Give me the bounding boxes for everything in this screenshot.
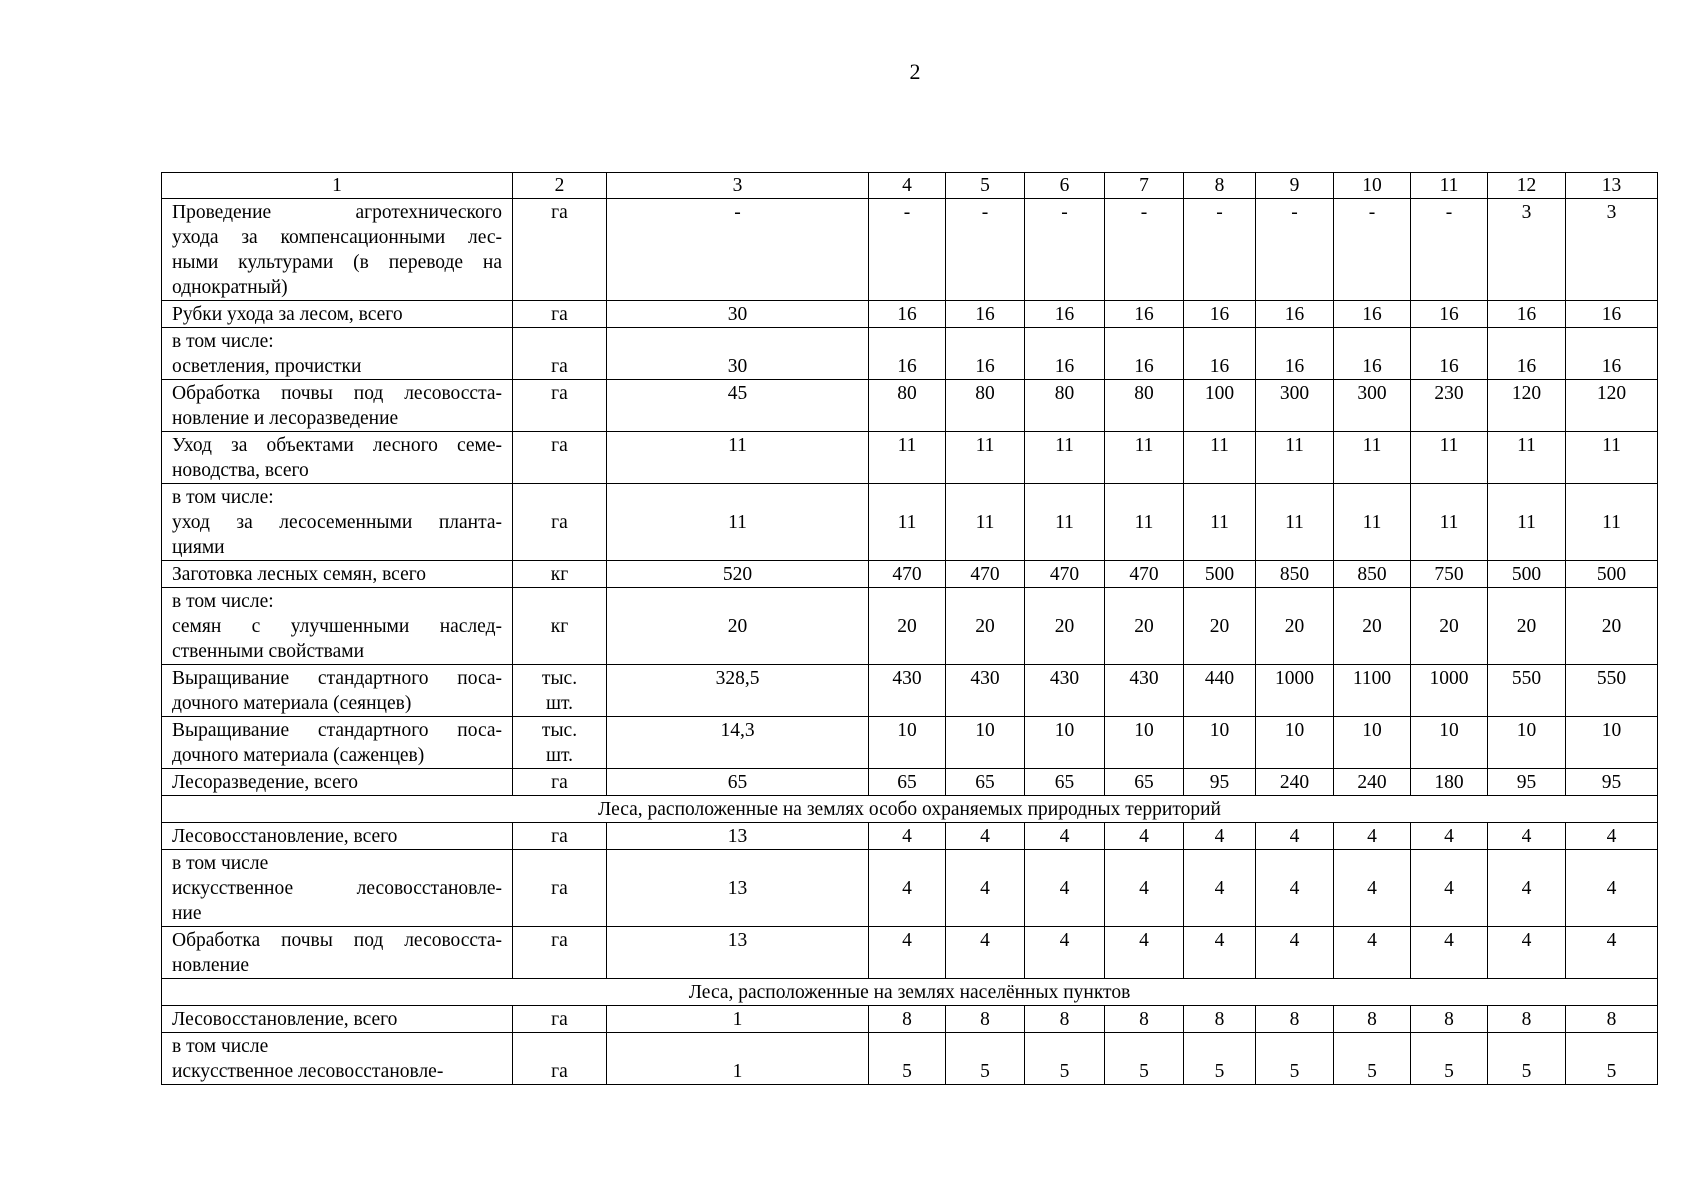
row-value: 16 — [946, 328, 1025, 380]
row-value: 16 — [869, 328, 946, 380]
row-value: 20 — [1566, 588, 1658, 665]
row-name-line: Лесовосстановление, всего — [172, 826, 398, 847]
row-value: 8 — [1566, 1006, 1658, 1033]
row-name-line: ние — [172, 903, 202, 924]
table-row — [162, 769, 1658, 796]
row-value: 470 — [869, 561, 946, 588]
row-name-line: искусственное лесовосстановле- — [172, 1061, 444, 1082]
row-name-line: ухода за компенсационными лес- — [172, 227, 502, 248]
row-value: 95 — [1488, 769, 1566, 796]
row-unit-line: шт. — [546, 745, 573, 766]
row-value: 4 — [1025, 823, 1105, 850]
row-value: 20 — [946, 588, 1025, 665]
table-row — [162, 199, 1658, 301]
row-value: 5 — [869, 1033, 946, 1085]
row-value: 5 — [1488, 1033, 1566, 1085]
row-value: 10 — [1025, 717, 1105, 769]
row-value: 5 — [946, 1033, 1025, 1085]
row-value: 10 — [1256, 717, 1334, 769]
row-value: 850 — [1256, 561, 1334, 588]
row-value: - — [1334, 199, 1411, 301]
row-value: 16 — [1025, 301, 1105, 328]
row-value: 4 — [946, 850, 1025, 927]
row-value: 11 — [1025, 484, 1105, 561]
row-value: 20 — [869, 588, 946, 665]
row-value: 16 — [1025, 328, 1105, 380]
row-value: 8 — [1184, 1006, 1256, 1033]
row-unit: га — [513, 1006, 607, 1033]
row-name-line: осветления, прочистки — [172, 356, 362, 377]
row-value: 4 — [1105, 823, 1184, 850]
row-unit-line: шт. — [546, 693, 573, 714]
row-value: - — [869, 199, 946, 301]
row-value: 16 — [1411, 328, 1488, 380]
row-value: 11 — [1334, 484, 1411, 561]
row-value: 240 — [1256, 769, 1334, 796]
table-row — [162, 432, 1658, 484]
row-value: 10 — [1411, 717, 1488, 769]
row-name — [162, 717, 513, 769]
row-name — [162, 850, 513, 927]
row-value: 4 — [1184, 927, 1256, 979]
row-value: 5 — [1025, 1033, 1105, 1085]
row-value: 10 — [1566, 717, 1658, 769]
row-name-line: в том числе: — [172, 487, 274, 508]
row-name-line: Лесовосстановление, всего — [172, 1009, 398, 1030]
row-unit: га — [513, 927, 607, 979]
row-value: 10 — [946, 717, 1025, 769]
table-row — [162, 328, 1658, 380]
row-value: 4 — [1184, 850, 1256, 927]
row-name-line: Проведение агротехнического — [172, 202, 502, 223]
table-row — [162, 1006, 1658, 1033]
table-row — [162, 717, 1658, 769]
row-unit: га — [513, 380, 607, 432]
row-value: 1 — [607, 1033, 869, 1085]
row-value: 10 — [1488, 717, 1566, 769]
row-value: 11 — [869, 432, 946, 484]
row-value: 20 — [1488, 588, 1566, 665]
row-name-line: дочного материала (саженцев) — [172, 745, 425, 766]
row-name-line: Выращивание стандартного поса- — [172, 668, 502, 689]
table-row — [162, 927, 1658, 979]
row-value: 16 — [1488, 301, 1566, 328]
row-value: 80 — [1025, 380, 1105, 432]
row-value: - — [1105, 199, 1184, 301]
row-value: 65 — [946, 769, 1025, 796]
row-name-line: в том числе: — [172, 331, 274, 352]
row-name-line: в том числе: — [172, 591, 274, 612]
row-unit: га — [513, 432, 607, 484]
row-value: - — [607, 199, 869, 301]
row-name — [162, 665, 513, 717]
row-value: 16 — [1256, 301, 1334, 328]
column-number: 12 — [1488, 173, 1566, 199]
row-value: 750 — [1411, 561, 1488, 588]
row-value: 4 — [1105, 927, 1184, 979]
column-number: 3 — [607, 173, 869, 199]
row-value: 4 — [1025, 850, 1105, 927]
row-unit: кг — [513, 561, 607, 588]
row-value: 5 — [1105, 1033, 1184, 1085]
row-value: 470 — [1025, 561, 1105, 588]
column-number: 4 — [869, 173, 946, 199]
row-value: 3 — [1488, 199, 1566, 301]
row-name — [162, 432, 513, 484]
row-value: 11 — [1411, 484, 1488, 561]
row-value: 80 — [869, 380, 946, 432]
row-name — [162, 927, 513, 979]
row-value: 20 — [1184, 588, 1256, 665]
row-value: 11 — [1184, 432, 1256, 484]
row-unit: кг — [513, 588, 607, 665]
row-name — [162, 380, 513, 432]
row-name-line: однократный) — [172, 277, 288, 298]
row-value: 1100 — [1334, 665, 1411, 717]
row-unit — [513, 665, 607, 717]
row-name-line: ными культурами (в переводе на — [172, 252, 502, 273]
row-value: 16 — [1334, 301, 1411, 328]
row-value: 300 — [1334, 380, 1411, 432]
table-row — [162, 380, 1658, 432]
row-value: 20 — [1105, 588, 1184, 665]
row-value: 430 — [869, 665, 946, 717]
row-name — [162, 199, 513, 301]
table-row — [162, 588, 1658, 665]
row-value: 11 — [1105, 484, 1184, 561]
table-row — [162, 823, 1658, 850]
row-value: 11 — [1566, 432, 1658, 484]
row-value: 11 — [607, 432, 869, 484]
row-name — [162, 769, 513, 796]
row-value: 95 — [1566, 769, 1658, 796]
row-name — [162, 588, 513, 665]
section-row — [162, 979, 1658, 1006]
row-value: 16 — [1184, 301, 1256, 328]
row-name — [162, 328, 513, 380]
table-row — [162, 850, 1658, 927]
section-row — [162, 796, 1658, 823]
row-unit: га — [513, 850, 607, 927]
row-unit: га — [513, 199, 607, 301]
row-name-line: искусственное лесовосстановле- — [172, 878, 502, 899]
section-title: Леса, расположенные на землях населённых пунктов — [162, 979, 1658, 1006]
row-name — [162, 1033, 513, 1085]
column-number: 13 — [1566, 173, 1658, 199]
row-name — [162, 484, 513, 561]
header-row — [162, 173, 1658, 199]
row-value: 8 — [1105, 1006, 1184, 1033]
row-value: 45 — [607, 380, 869, 432]
row-value: 4 — [1256, 927, 1334, 979]
row-value: - — [1411, 199, 1488, 301]
row-value: 65 — [1105, 769, 1184, 796]
row-unit: га — [513, 484, 607, 561]
row-value: 11 — [607, 484, 869, 561]
row-value: 5 — [1256, 1033, 1334, 1085]
row-value: 4 — [869, 927, 946, 979]
row-unit-line: тыс. — [541, 720, 578, 741]
row-name-line: новодства, всего — [172, 460, 309, 481]
row-value: 16 — [1105, 328, 1184, 380]
row-value: 100 — [1184, 380, 1256, 432]
row-value: 4 — [1411, 850, 1488, 927]
row-value: 4 — [1025, 927, 1105, 979]
table-row — [162, 484, 1658, 561]
row-value: 8 — [869, 1006, 946, 1033]
row-value: 11 — [1488, 484, 1566, 561]
row-value: 4 — [1334, 927, 1411, 979]
row-name-line: Заготовка лесных семян, всего — [172, 564, 426, 585]
row-value: 120 — [1566, 380, 1658, 432]
row-value: 11 — [1566, 484, 1658, 561]
row-value: 1000 — [1411, 665, 1488, 717]
row-value: 4 — [1566, 823, 1658, 850]
table-row — [162, 301, 1658, 328]
row-value: 16 — [1566, 328, 1658, 380]
row-value: 4 — [869, 850, 946, 927]
column-number: 6 — [1025, 173, 1105, 199]
row-value: 11 — [1256, 484, 1334, 561]
row-value: 4 — [1488, 927, 1566, 979]
row-unit: га — [513, 328, 607, 380]
column-number: 9 — [1256, 173, 1334, 199]
row-name-line: новление и лесоразведение — [172, 408, 399, 429]
row-value: - — [1184, 199, 1256, 301]
row-value: 4 — [1256, 850, 1334, 927]
row-value: 1000 — [1256, 665, 1334, 717]
row-value: 230 — [1411, 380, 1488, 432]
row-value: 11 — [946, 432, 1025, 484]
row-unit: га — [513, 823, 607, 850]
row-value: 4 — [1488, 823, 1566, 850]
row-value: 4 — [1184, 823, 1256, 850]
row-value: 4 — [1256, 823, 1334, 850]
row-value: 16 — [1566, 301, 1658, 328]
row-name-line: Выращивание стандартного поса- — [172, 720, 502, 741]
row-value: 16 — [1256, 328, 1334, 380]
row-value: 11 — [869, 484, 946, 561]
row-value: 65 — [607, 769, 869, 796]
row-value: 8 — [1025, 1006, 1105, 1033]
row-value: 11 — [946, 484, 1025, 561]
row-value: 65 — [869, 769, 946, 796]
row-value: - — [1256, 199, 1334, 301]
row-value: 95 — [1184, 769, 1256, 796]
row-value: 16 — [1184, 328, 1256, 380]
row-unit: га — [513, 769, 607, 796]
row-value: 4 — [1566, 927, 1658, 979]
row-value: 430 — [946, 665, 1025, 717]
row-value: 470 — [946, 561, 1025, 588]
row-value: - — [1025, 199, 1105, 301]
column-number: 1 — [162, 173, 513, 199]
row-name — [162, 823, 513, 850]
row-value: 10 — [1184, 717, 1256, 769]
row-value: 11 — [1411, 432, 1488, 484]
column-number: 11 — [1411, 173, 1488, 199]
row-value: 11 — [1256, 432, 1334, 484]
row-value: 120 — [1488, 380, 1566, 432]
row-value: 8 — [946, 1006, 1025, 1033]
row-value: 440 — [1184, 665, 1256, 717]
row-value: 520 — [607, 561, 869, 588]
row-value: 16 — [1105, 301, 1184, 328]
row-name-line: Рубки ухода за лесом, всего — [172, 304, 403, 325]
row-value: 500 — [1566, 561, 1658, 588]
table-row — [162, 1033, 1658, 1085]
row-value: 430 — [1105, 665, 1184, 717]
row-value: 30 — [607, 328, 869, 380]
row-value: 8 — [1411, 1006, 1488, 1033]
column-number: 7 — [1105, 173, 1184, 199]
row-name-line: Обработка почвы под лесовосста- — [172, 383, 502, 404]
column-number: 10 — [1334, 173, 1411, 199]
row-name-line: в том числе — [172, 853, 269, 874]
row-value: 240 — [1334, 769, 1411, 796]
row-name-line: уход за лесосеменными планта- — [172, 512, 502, 533]
row-value: - — [946, 199, 1025, 301]
row-value: 10 — [869, 717, 946, 769]
row-value: 11 — [1025, 432, 1105, 484]
table-row — [162, 561, 1658, 588]
row-value: 16 — [1488, 328, 1566, 380]
row-name-line: семян с улучшенными наслед- — [172, 616, 502, 637]
row-value: 16 — [1334, 328, 1411, 380]
row-value: 20 — [1334, 588, 1411, 665]
row-value: 550 — [1488, 665, 1566, 717]
row-value: 20 — [1256, 588, 1334, 665]
row-name-line: Уход за объектами лесного семе- — [172, 435, 502, 456]
row-name-line: новление — [172, 955, 250, 976]
row-value: 4 — [1411, 823, 1488, 850]
column-number: 2 — [513, 173, 607, 199]
row-value: 5 — [1411, 1033, 1488, 1085]
row-unit: га — [513, 1033, 607, 1085]
row-value: 20 — [1411, 588, 1488, 665]
row-value: 65 — [1025, 769, 1105, 796]
column-number: 8 — [1184, 173, 1256, 199]
row-name-line: в том числе — [172, 1036, 269, 1057]
row-name-line: дочного материала (сеянцев) — [172, 693, 412, 714]
row-value: 4 — [1105, 850, 1184, 927]
row-value: 1 — [607, 1006, 869, 1033]
row-value: 16 — [869, 301, 946, 328]
page-number: 2 — [909, 59, 921, 84]
row-value: 16 — [1411, 301, 1488, 328]
row-value: 3 — [1566, 199, 1658, 301]
row-value: 470 — [1105, 561, 1184, 588]
row-unit-line: тыс. — [541, 668, 578, 689]
row-value: 13 — [607, 927, 869, 979]
row-value: 4 — [1334, 823, 1411, 850]
row-value: 5 — [1566, 1033, 1658, 1085]
row-value: 4 — [946, 927, 1025, 979]
row-name-line: циями — [172, 537, 225, 558]
row-unit: га — [513, 301, 607, 328]
row-value: 11 — [1184, 484, 1256, 561]
row-value: 4 — [1411, 927, 1488, 979]
row-value: 850 — [1334, 561, 1411, 588]
row-value: 5 — [1184, 1033, 1256, 1085]
row-value: 10 — [1105, 717, 1184, 769]
row-name — [162, 1006, 513, 1033]
row-value: 8 — [1488, 1006, 1566, 1033]
section-title: Леса, расположенные на землях особо охраняемых природных территорий — [162, 796, 1658, 823]
row-value: 180 — [1411, 769, 1488, 796]
row-name-line: ственными свойствами — [172, 641, 365, 662]
row-value: 13 — [607, 850, 869, 927]
row-value: 500 — [1488, 561, 1566, 588]
row-value: 11 — [1334, 432, 1411, 484]
table-row — [162, 665, 1658, 717]
row-value: 80 — [1105, 380, 1184, 432]
row-value: 4 — [1334, 850, 1411, 927]
column-number: 5 — [946, 173, 1025, 199]
row-value: 30 — [607, 301, 869, 328]
row-value: 430 — [1025, 665, 1105, 717]
row-value: 4 — [869, 823, 946, 850]
row-value: 11 — [1488, 432, 1566, 484]
row-name-line: Лесоразведение, всего — [172, 772, 358, 793]
row-value: 500 — [1184, 561, 1256, 588]
row-value: 10 — [1334, 717, 1411, 769]
row-value: 20 — [607, 588, 869, 665]
row-value: 4 — [946, 823, 1025, 850]
row-value: 328,5 — [607, 665, 869, 717]
row-value: 5 — [1334, 1033, 1411, 1085]
row-value: 11 — [1105, 432, 1184, 484]
row-name — [162, 561, 513, 588]
row-value: 16 — [946, 301, 1025, 328]
row-value: 13 — [607, 823, 869, 850]
row-value: 80 — [946, 380, 1025, 432]
row-value: 550 — [1566, 665, 1658, 717]
row-name-line: Обработка почвы под лесовосста- — [172, 930, 502, 951]
forestry-table — [161, 172, 1658, 1085]
row-value: 4 — [1488, 850, 1566, 927]
row-value: 4 — [1566, 850, 1658, 927]
row-value: 14,3 — [607, 717, 869, 769]
row-value: 20 — [1025, 588, 1105, 665]
row-value: 300 — [1256, 380, 1334, 432]
row-name — [162, 301, 513, 328]
row-unit — [513, 717, 607, 769]
row-value: 8 — [1256, 1006, 1334, 1033]
row-value: 8 — [1334, 1006, 1411, 1033]
